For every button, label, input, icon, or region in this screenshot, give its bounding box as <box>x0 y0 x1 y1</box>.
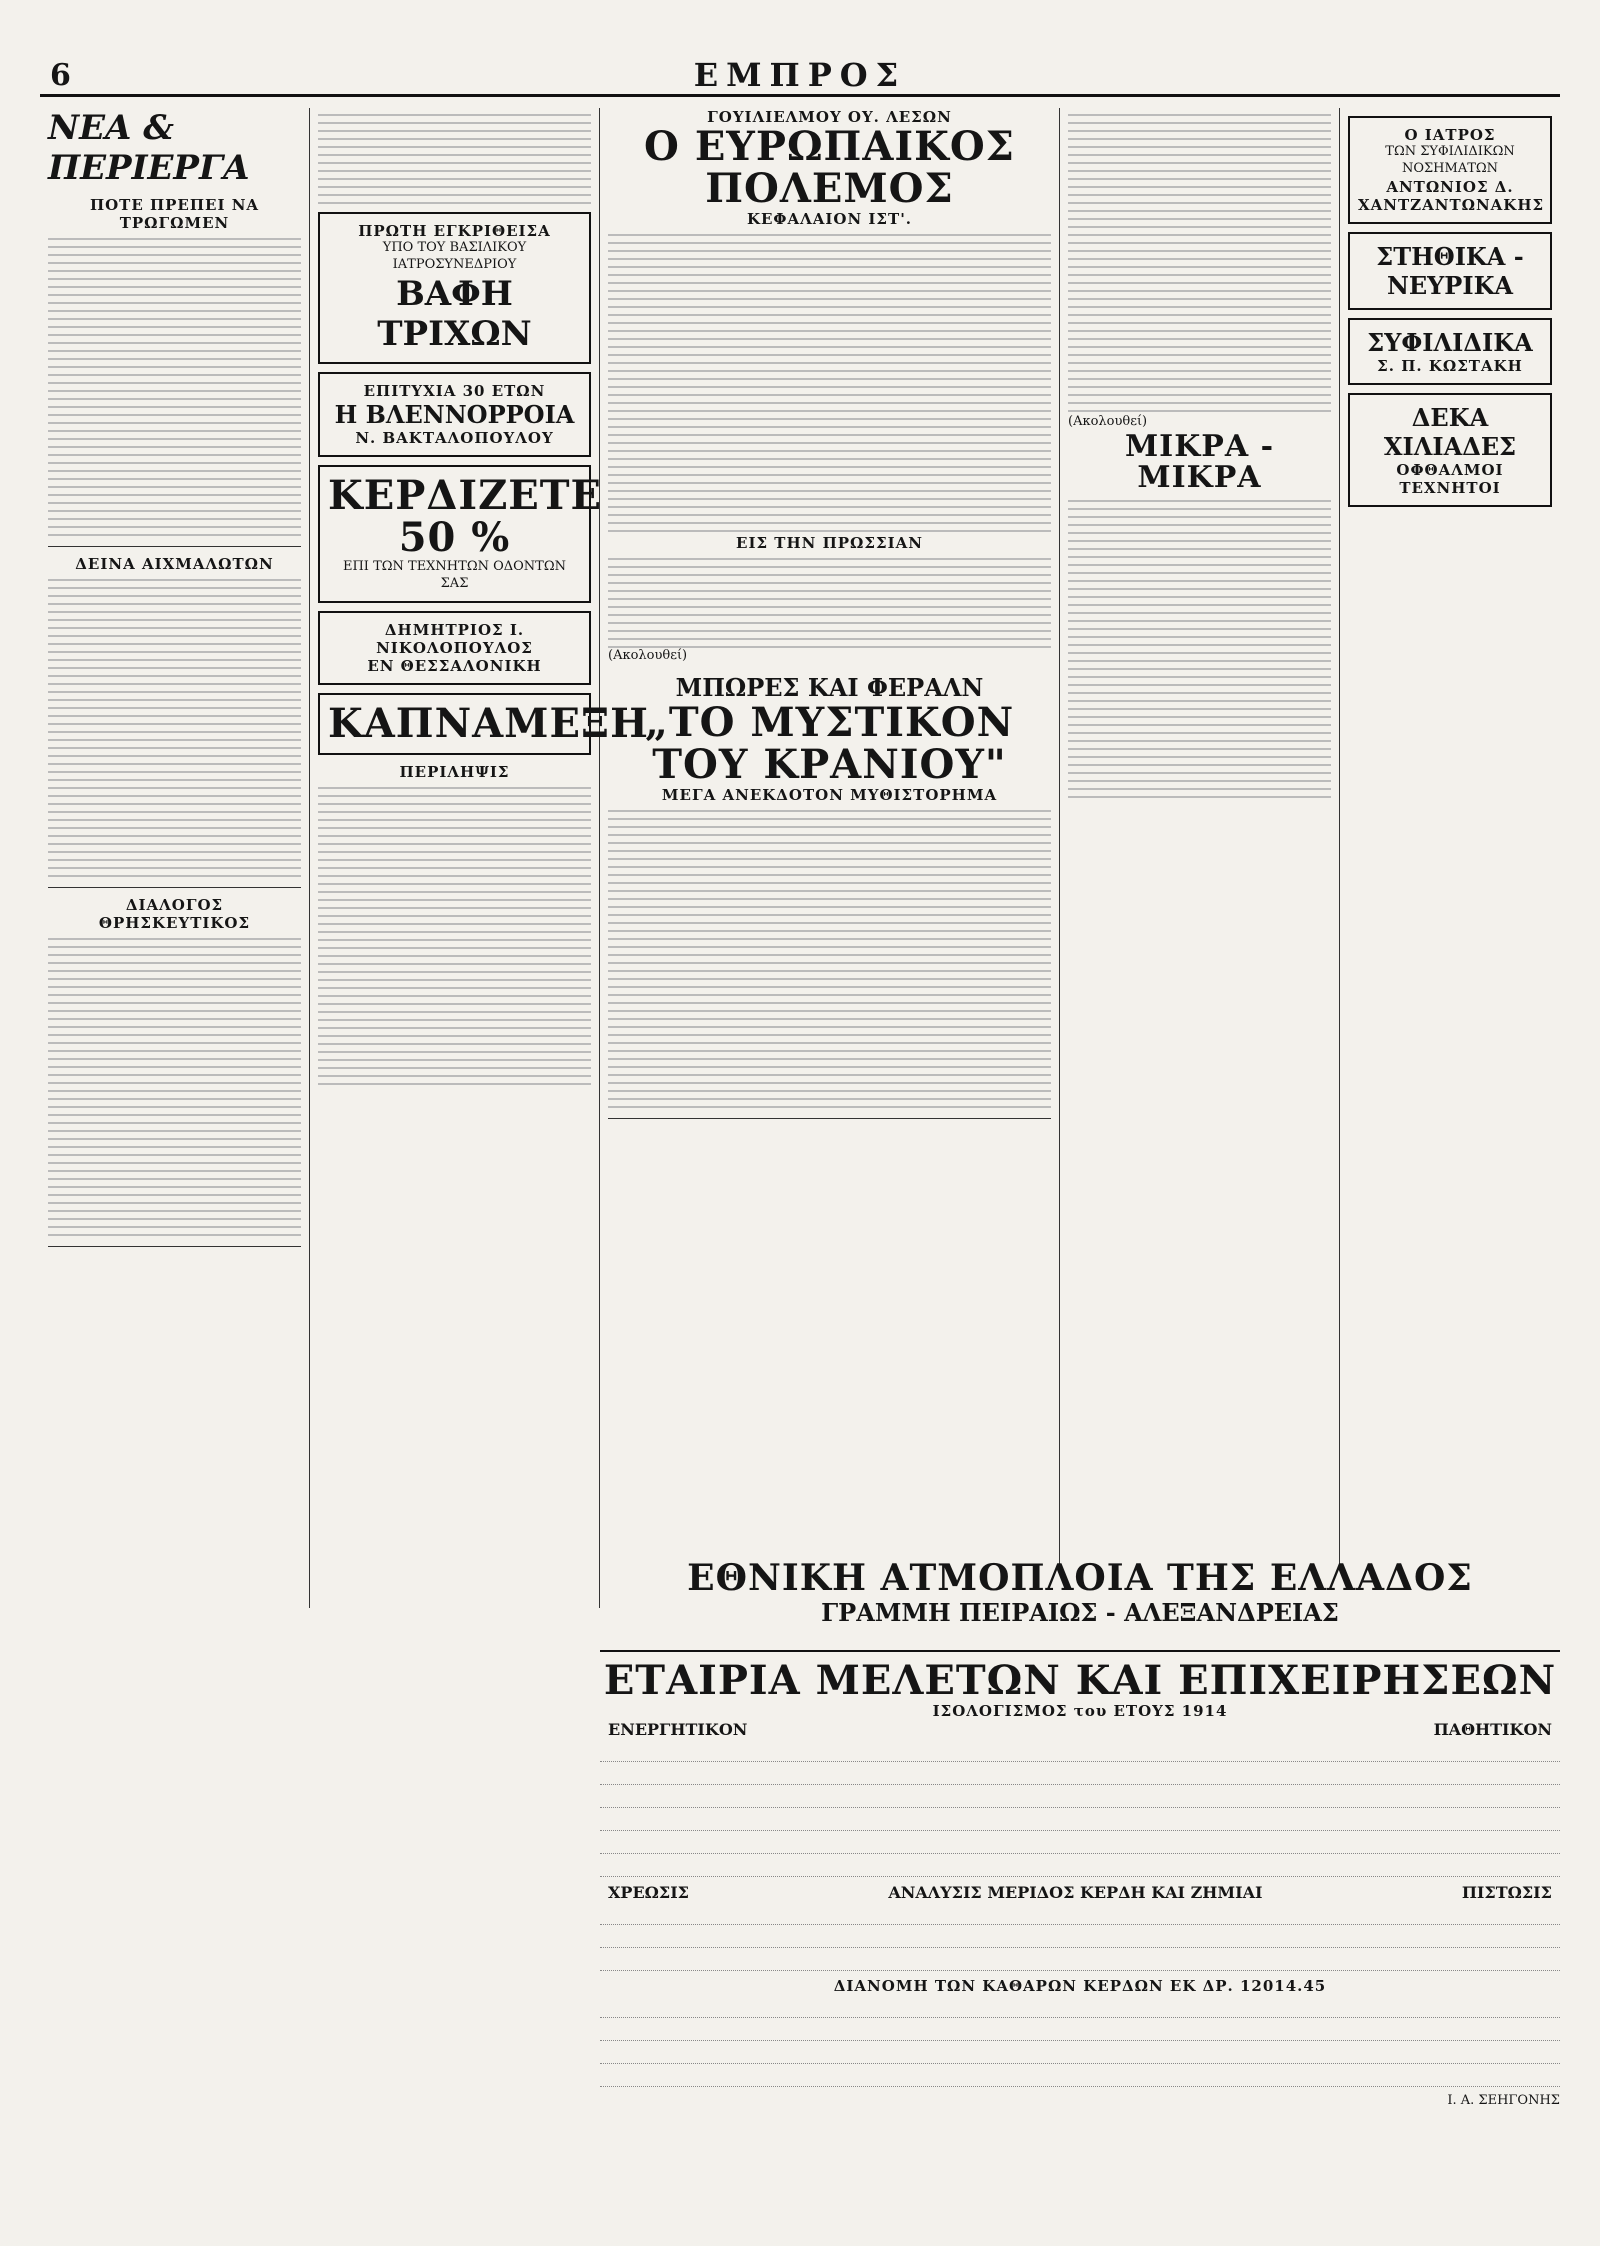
column-minor: (Ακολουθεί) ΜΙΚΡΑ - ΜΙΚΡΑ <box>1060 108 1340 1568</box>
war-subhead: ΕΙΣ ΤΗΝ ΠΡΩΣΣΙΑΝ <box>736 534 923 552</box>
balance-title: ΕΤΑΙΡΙΑ ΜΕΛΕΤΩΝ ΚΑΙ ΕΠΙΧΕΙΡΗΣΕΩΝ <box>603 1657 1557 1704</box>
ad-chest: ΣΤΗΘΙΚΑ - ΝΕΥΡΙΚΑ <box>1348 232 1552 310</box>
news-subhead-2: ΔΕΙΝΑ ΑΙΧΜΑΛΩΤΩΝ <box>75 555 274 573</box>
ad-blennorrhea: ΕΠΙΤΥΧΙΑ 30 ΕΤΩΝ Η ΒΛΕΝΝΟΡΡΟΙΑ Ν. ΒΑΚΤΑΛΟΠΟΥΛΟΥ <box>318 372 591 457</box>
column-war: ΓΟΥΙΛΙΕΛΜΟΥ ΟΥ. ΛΕΣΩΝ Ο ΕΥΡΩΠΑΙΚΟΣ ΠΟΛΕΜΟΣ ΚΕΦΑΛΑΙΟΝ ΙΣΤ'. ΕΙΣ ΤΗΝ ΠΡΩΣΣΙΑΝ (Ακολουθεί) ΜΠΩΡΕΣ ΚΑΙ ΦΕΡΑΛΝ „ΤΟ ΜΥΣΤΙΚΟΝ ΤΟΥ ΚΡΑΝΙΟΥ" ΜΕΓΑ ΑΝΕΚΔΟΤΟΝ ΜΥΘΙΣΤΟΡΗΜΑ <box>600 108 1060 1568</box>
ad-dentures: ΚΕΡΔΙΖΕΤΕ 50 % ΕΠΙ ΤΩΝ ΤΕΧΝΗΤΩΝ ΟΔΟΝΤΩΝ ΣΑΣ <box>318 465 591 603</box>
ad-hair-dye: ΠΡΩΤΗ ΕΓΚΡΙΘΕΙΣΑ ΥΠΟ ΤΟΥ ΒΑΣΙΛΙΚΟΥ ΙΑΤΡΟΣΥΝΕΔΡΙΟΥ ΒΑΦΗ ΤΡΙΧΩΝ <box>318 212 591 364</box>
news-subhead-3: ΔΙΑΛΟΓΟΣ ΘΡΗΣΚΕΥΤΙΚΟΣ <box>98 896 251 932</box>
war-byline: ΓΟΥΙΛΙΕΛΜΟΥ ΟΥ. ΛΕΣΩΝ <box>707 108 952 126</box>
column-classified <box>1340 108 1560 1568</box>
ad-tobacco: ΚΑΠΝΑ ΜΕΞΗ <box>318 693 591 755</box>
column-ads <box>310 108 649 1608</box>
news-heading: ΝΕΑ & ΠΕΡΙΕΡΓΑ <box>48 108 250 188</box>
column-news <box>40 108 310 1608</box>
serial-author: ΜΠΩΡΕΣ ΚΑΙ ΦΕΡΑΛΝ <box>675 672 984 702</box>
serial-title: „ΤΟ ΜΥΣΤΙΚΟΝ ΤΟΥ ΚΡΑΝΙΟΥ" <box>644 698 1015 788</box>
ad-syphilis: ΣΥΦΙΛΙΔΙΚΑ Σ. Π. ΚΩΣΤΑΚΗ <box>1348 318 1552 385</box>
minor-heading: ΜΙΚΡΑ - ΜΙΚΡΑ <box>1124 428 1275 496</box>
war-headline: Ο ΕΥΡΩΠΑΙΚΟΣ ΠΟΛΕΜΟΣ <box>644 123 1015 212</box>
ad-glass-eyes: ΔΕΚΑ ΧΙΛΙΑΔΕΣ ΟΦΘΑΛΜΟΙ ΤΕΧΝΗΤΟΙ <box>1348 393 1552 507</box>
masthead <box>40 58 1560 97</box>
newspaper-title: ΕΜΠΡΟΣ <box>693 56 907 94</box>
summary-heading: ΠΕΡΙΛΗΨΙΣ <box>399 762 510 781</box>
ad-doctor: Ο ΙΑΤΡΟΣ ΤΩΝ ΣΥΦΙΛΙΔΙΚΩΝ ΝΟΣΗΜΑΤΩΝ ΑΝΤΩΝΙΟΣ Δ. ΧΑΝΤΖΑΝΤΩΝΑΚΗΣ <box>1348 116 1552 224</box>
news-subhead-1: ΠΟΤΕ ΠΡΕΠΕΙ ΝΑ ΤΡΩΓΩΜΕΝ <box>89 196 260 232</box>
ad-thessaloniki: ΔΗΜΗΤΡΙΟΣ Ι. ΝΙΚΟΛΟΠΟΥΛΟΣ ΕΝ ΘΕΣΣΑΛΟΝΙΚΗ <box>318 611 591 685</box>
shipping-ad: ΕΘΝΙΚΗ ΑΤΜΟΠΛΟΙΑ ΤΗΣ ΕΛΛΑΔΟΣ ΓΡΑΜΜΗ ΠΕΙΡΑΙΩΣ - ΑΛΕΞΑΝΔΡΕΙΑΣ <box>687 1557 1473 1627</box>
page-number: 6 <box>50 58 71 93</box>
balance-sheet: ΕΤΑΙΡΙΑ ΜΕΛΕΤΩΝ ΚΑΙ ΕΠΙΧΕΙΡΗΣΕΩΝ ΙΣΟΛΟΓΙΣΜΟΣ του ΕΤΟΥΣ 1914 ΕΝΕΡΓΗΤΙΚΟΝ ΠΑΘΗΤΙΚΟΝ ΧΡΕΩΣΙΣ ΑΝΑΛΥΣΙΣ ΜΕΡΙΔΟΣ ΚΕΡΔΗ ΚΑΙ ΖΗΜΙΑΙ ΠΙΣΤΩΣΙΣ ΔΙΑΝΟΜΗ ΤΩΝ ΚΑΘΑΡΩΝ ΚΕΡΔΩΝ ΕΚ ΔΡ. 12014.45 Ι. Α. ΣΕΗΓΟΝΗΣ <box>600 1650 1560 2220</box>
